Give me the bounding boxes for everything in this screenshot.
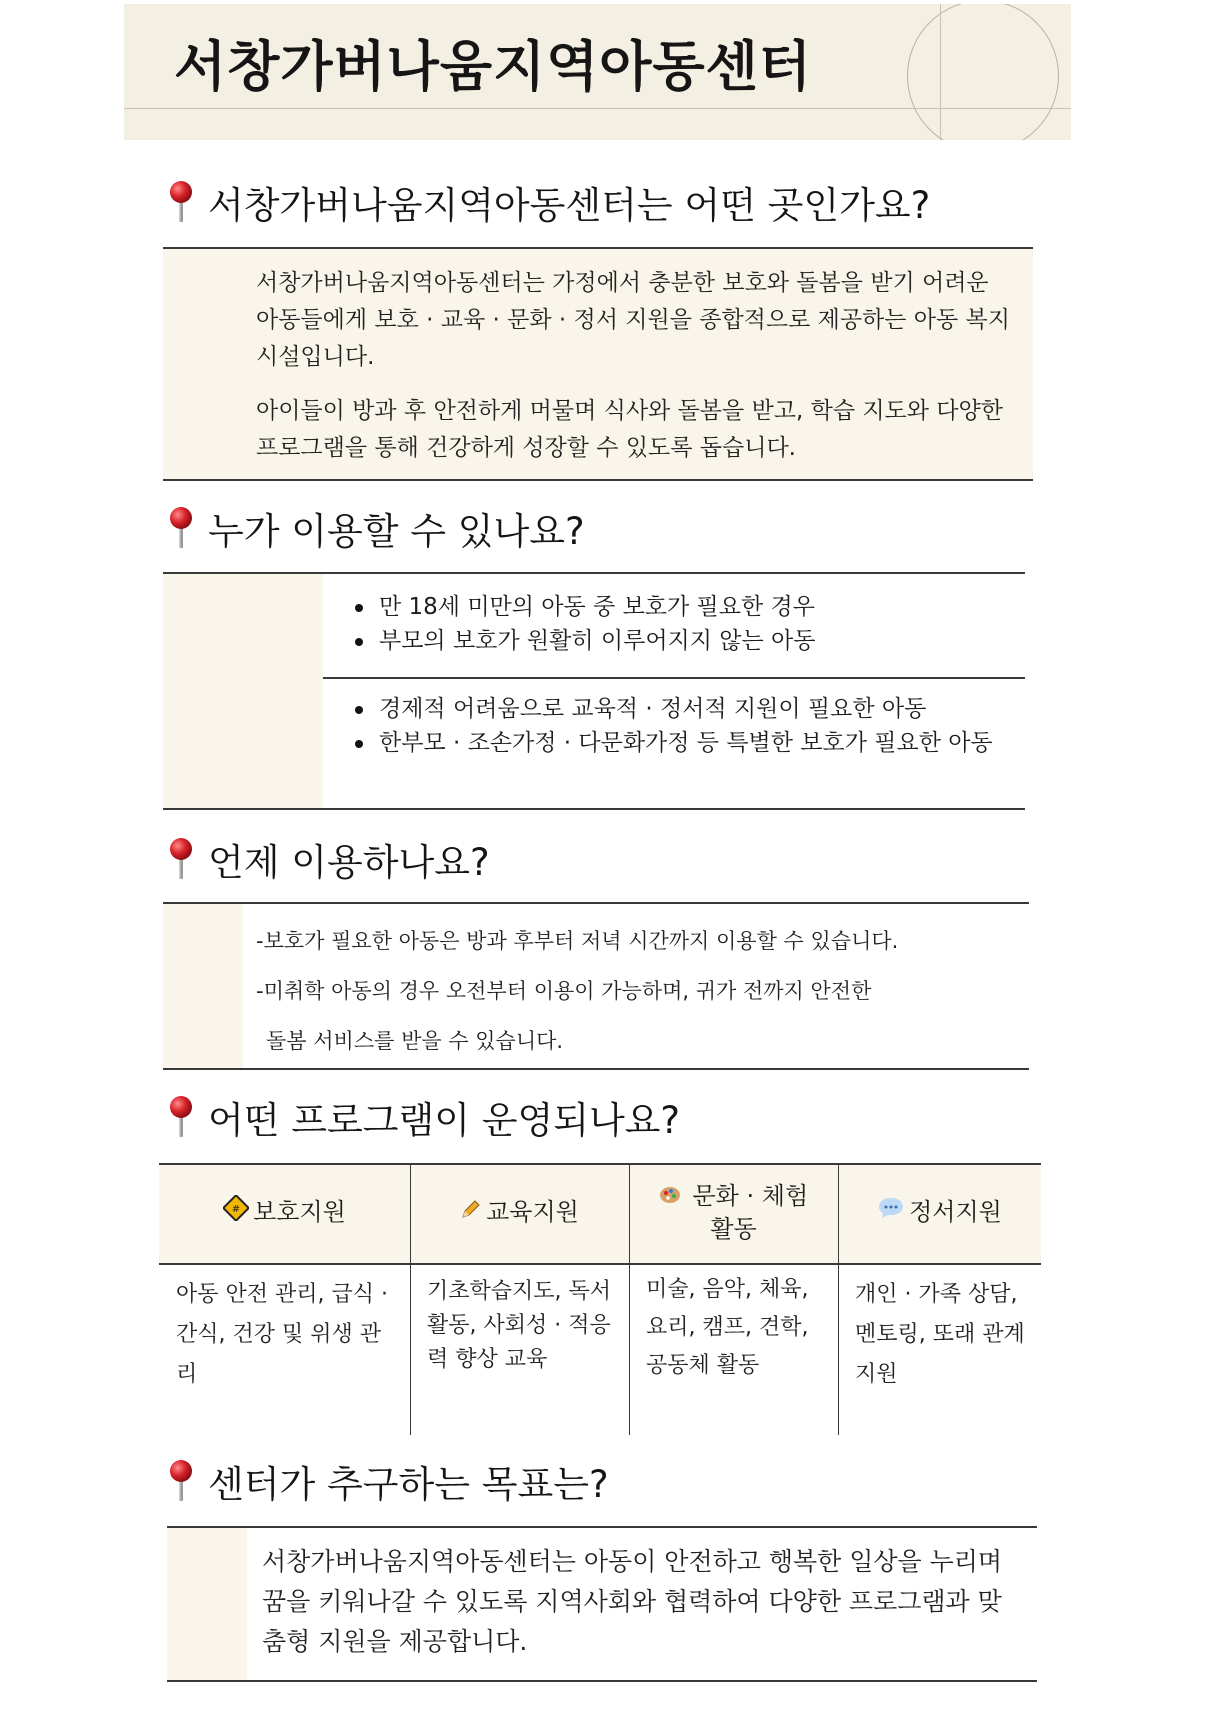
eligibility-group-2 — [163, 675, 1025, 810]
about-paragraph-2: 아이들이 방과 후 안전하게 머물며 식사와 돌봄을 받고, 학습 지도와 다양한 프로그램을 통해 건강하게 성장할 수 있도록 돕습니다. — [256, 398, 1003, 461]
when-line-3: 돌봄 서비스를 받을 수 있습니다. — [266, 1029, 564, 1053]
program-body-culture: 미술, 음악, 체육, 요리, 캠프, 견학, 공동체 활동 — [646, 1277, 809, 1378]
svg-text:#: # — [231, 1204, 241, 1215]
program-table — [159, 1163, 1041, 1435]
when-panel — [163, 902, 1029, 1070]
goal-paragraph: 서창가버나움지역아동센터는 아동이 안전하고 행복한 일상을 누리며 꿈을 키워나갈 수 있도록 지역사회와 협력하여 다양한 프로그램과 맞춤형 지원을 제공합니다. — [262, 1547, 1003, 1656]
when-line-2: -미취학 아동의 경우 오전부터 이용이 가능하며, 귀가 전까지 안전한 — [256, 979, 872, 1003]
program-header-education: 교육지원 — [410, 1163, 629, 1261]
page-title: 서창가버나움지역아동센터 — [174, 35, 812, 98]
section-heading-text: 서창가버나움지역아동센터는 어떤 곳인가요? — [208, 184, 931, 227]
list-item: 경제적 어려움으로 교육적 · 정서적 지원이 필요한 아동 — [379, 692, 1019, 726]
pencil-icon — [460, 1196, 482, 1228]
eligibility-group-1 — [163, 572, 1025, 679]
pushpin-icon — [168, 1095, 194, 1139]
pushpin-icon — [168, 506, 194, 550]
speech-bubble-icon — [877, 1196, 905, 1228]
list-item: 부모의 보호가 원활히 이루어지지 않는 아동 — [379, 624, 1039, 658]
program-body-emotional: 개인 · 가족 상담, 멘토링, 또래 관계 지원 — [855, 1282, 1025, 1387]
pushpin-icon — [168, 180, 194, 224]
about-paragraph-1: 서창가버나움지역아동센터는 가정에서 충분한 보호와 돌봄을 받기 어려운 아동들에게 보호 · 교육 · 문화 · 정서 지원을 종합적으로 제공하는 아동 복지 시설입니다. — [256, 270, 1010, 370]
section-heading-text: 언제 이용하나요? — [208, 841, 490, 884]
section-heading-goal — [168, 1454, 609, 1508]
palette-icon — [659, 1181, 681, 1213]
list-item: 한부모 · 조손가정 · 다문화가정 등 특별한 보호가 필요한 아동 — [379, 726, 1019, 760]
about-panel — [163, 247, 1033, 481]
section-heading-programs — [168, 1090, 680, 1144]
program-header-culture: 문화 · 체험 활동 — [629, 1163, 838, 1261]
goal-panel — [167, 1526, 1037, 1682]
pushpin-icon — [168, 1459, 194, 1503]
program-header-emotional: 정서지원 — [838, 1163, 1041, 1261]
program-body-protection: 아동 안전 관리, 급식 · 간식, 건강 및 위생 관리 — [176, 1282, 388, 1387]
banner-circle-decoration — [907, 4, 1059, 140]
list-item: 만 18세 미만의 아동 중 보호가 필요한 경우 — [379, 590, 1039, 624]
section-heading-text: 누가 이용할 수 있나요? — [208, 510, 585, 553]
section-heading-text: 센터가 추구하는 목표는? — [208, 1463, 609, 1506]
section-heading-about — [168, 175, 930, 229]
section-heading-who — [168, 501, 585, 555]
section-heading-when — [168, 832, 490, 886]
section-heading-text: 어떤 프로그램이 운영되나요? — [208, 1099, 681, 1142]
program-body-education: 기초학습지도, 독서 활동, 사회성 · 적응력 향상 교육 — [427, 1279, 612, 1372]
shield-badge-icon — [223, 1195, 249, 1229]
pushpin-icon — [168, 837, 194, 881]
when-line-1: -보호가 필요한 아동은 방과 후부터 저녁 시간까지 이용할 수 있습니다. — [256, 929, 899, 953]
program-header-protection: # 보호지원 — [159, 1163, 410, 1261]
header-banner — [124, 4, 1071, 140]
